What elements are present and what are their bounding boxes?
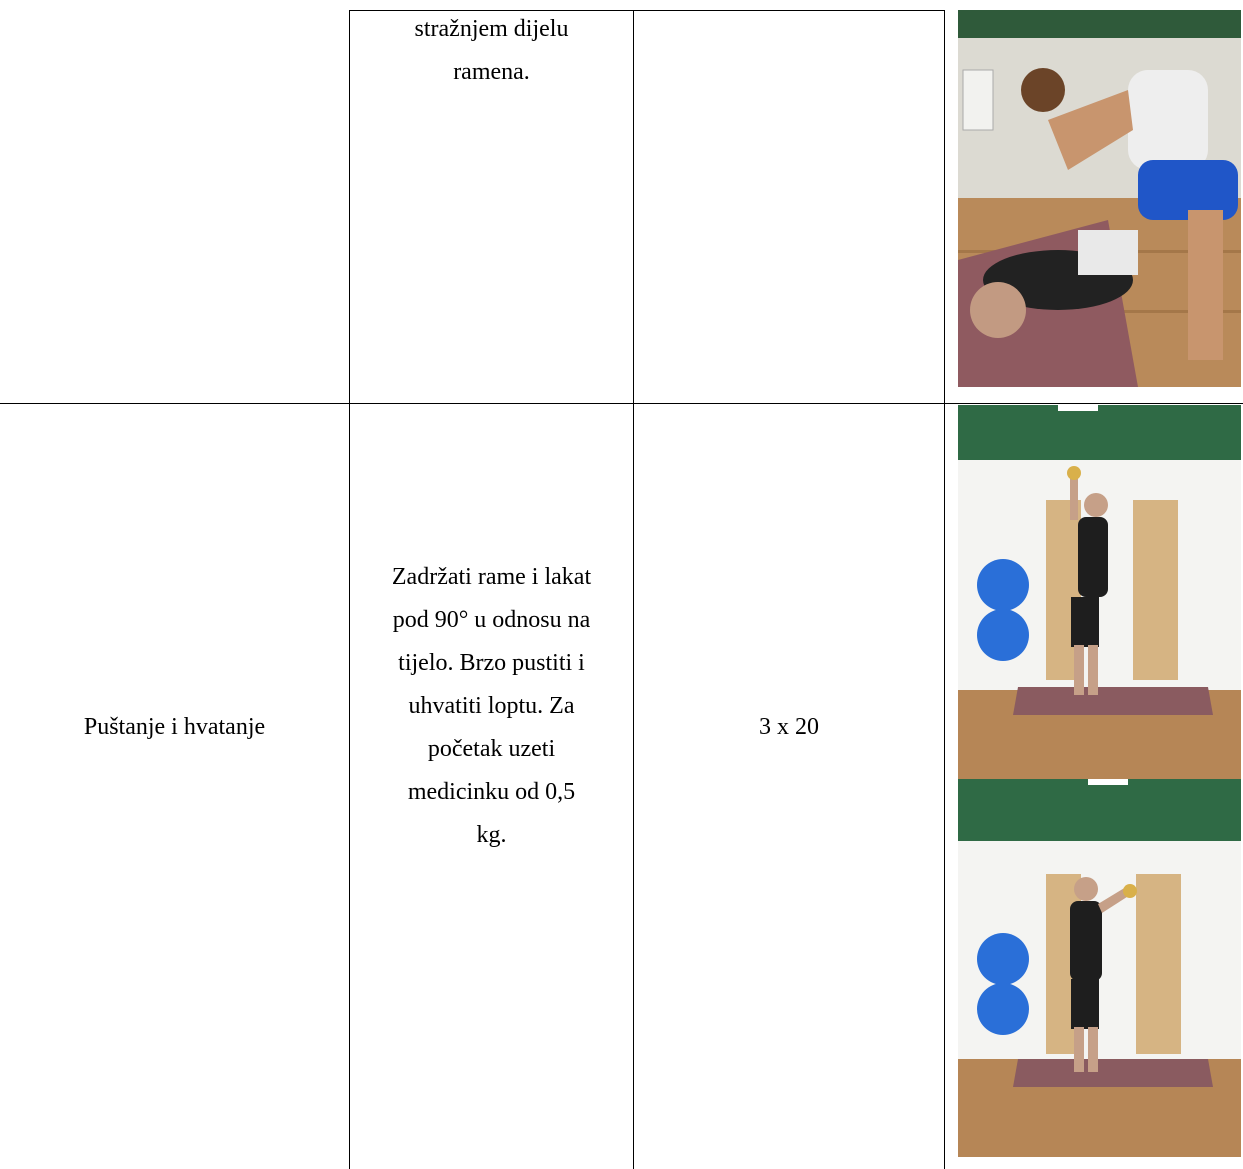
ball-hold-photo-illustration [958, 405, 1241, 779]
therapist-photo-illustration [958, 10, 1241, 387]
description-line: tijelo. Brzo pustiti i [398, 650, 585, 676]
description-line: uhvatiti loptu. Za [408, 693, 575, 719]
row2-exercise-photo-release [958, 779, 1241, 1157]
description-line: pod 90° u odnosu na [392, 607, 591, 633]
ball-release-photo-illustration [958, 779, 1241, 1157]
description-line: stražnjem dijelu [414, 16, 569, 42]
row2-exercise-photo-start [958, 405, 1241, 779]
description-line: početak uzeti [427, 736, 556, 762]
description-line: medicinku od 0,5 [407, 779, 576, 805]
description-line: ramena. [453, 59, 530, 85]
column-divider [944, 10, 945, 1169]
row1-description [350, 8, 633, 94]
row2-description [350, 556, 633, 857]
description-line: Zadržati rame i lakat [391, 564, 592, 590]
row2-reps: 3 x 20 [759, 714, 819, 740]
row-divider [0, 403, 1243, 404]
column-divider [633, 10, 634, 1169]
description-line: kg. [476, 822, 507, 848]
row2-exercise-name: Puštanje i hvatanje [83, 714, 266, 740]
row1-exercise-photo [958, 10, 1241, 387]
